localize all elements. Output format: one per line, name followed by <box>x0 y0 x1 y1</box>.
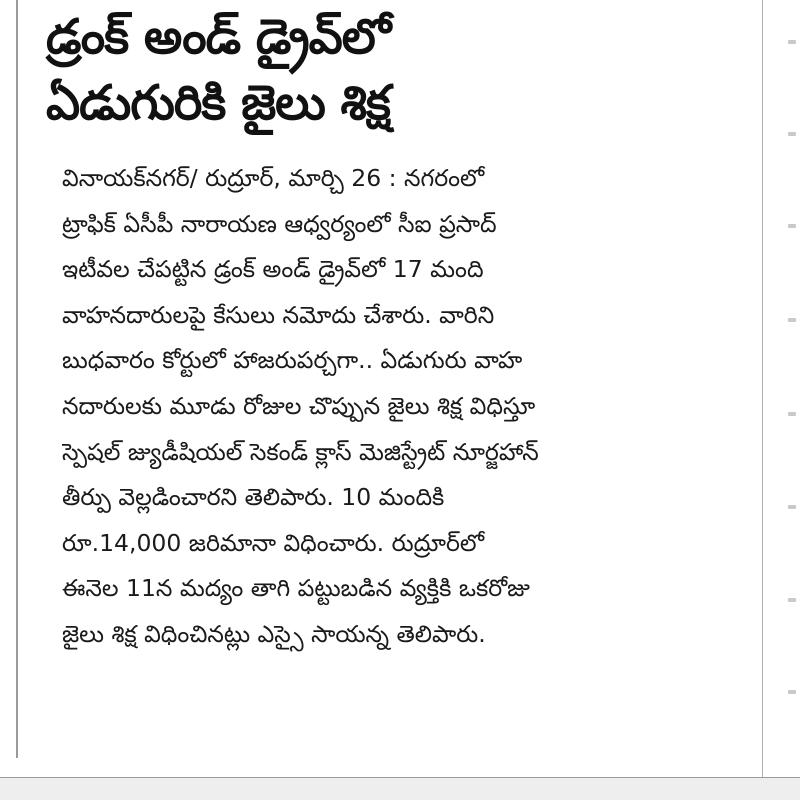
body-line: బుధవారం కోర్టులో హాజరుపర్చగా.. ఏడుగురు వాహ <box>62 346 523 375</box>
adjacent-column-edge <box>774 0 800 770</box>
article-headline <box>46 4 746 136</box>
body-line: ఈనెల 11న మద్యం తాగి పట్టుబడిన వ్యక్తికి ఒకరోజు <box>62 574 530 603</box>
body-line: వాహనదారులపై కేసులు నమోదు చేశారు. వారిని <box>62 300 495 329</box>
body-line: ట్రాఫిక్ ఏసీపీ నారాయణ ఆధ్వర్యంలో సీఐ ప్రసాద్ <box>62 209 497 238</box>
article-body <box>62 156 742 658</box>
body-line: ఇటీవల చేపట్టిన డ్రంక్ అండ్ డ్రైవ్‌లో 17 మంది <box>62 255 484 284</box>
body-line: జైలు శిక్ష విధించినట్లు ఎస్సై సాయన్న తెలిపారు. <box>62 619 486 648</box>
body-line: వినాయక్‌నగర్/ రుద్రూర్, మార్చి 26 : నగరంలో <box>62 164 485 192</box>
body-line: రూ.14,000 జరిమానా విధించారు. రుద్రూర్‌లో <box>62 528 485 557</box>
bottom-margin <box>0 778 800 800</box>
body-line: తీర్పు వెల్లడించారని తెలిపారు. 10 మందికి <box>62 483 445 512</box>
right-column-rule <box>762 0 763 778</box>
headline-line: ఏడుగురికి జైలు శిక్ష <box>46 75 390 131</box>
body-line: స్పెషల్ జ్యుడీషియల్ సెకండ్ క్లాస్ మెజిస్ట్రేట్ నూర్జహాన్ <box>62 437 539 466</box>
left-column-rule <box>16 0 18 758</box>
headline-line: డ్రంక్ అండ్ డ్రైవ్‌లో <box>46 9 391 65</box>
body-line: నదారులకు మూడు రోజుల చొప్పున జైలు శిక్ష విధిస్తూ <box>62 391 536 420</box>
